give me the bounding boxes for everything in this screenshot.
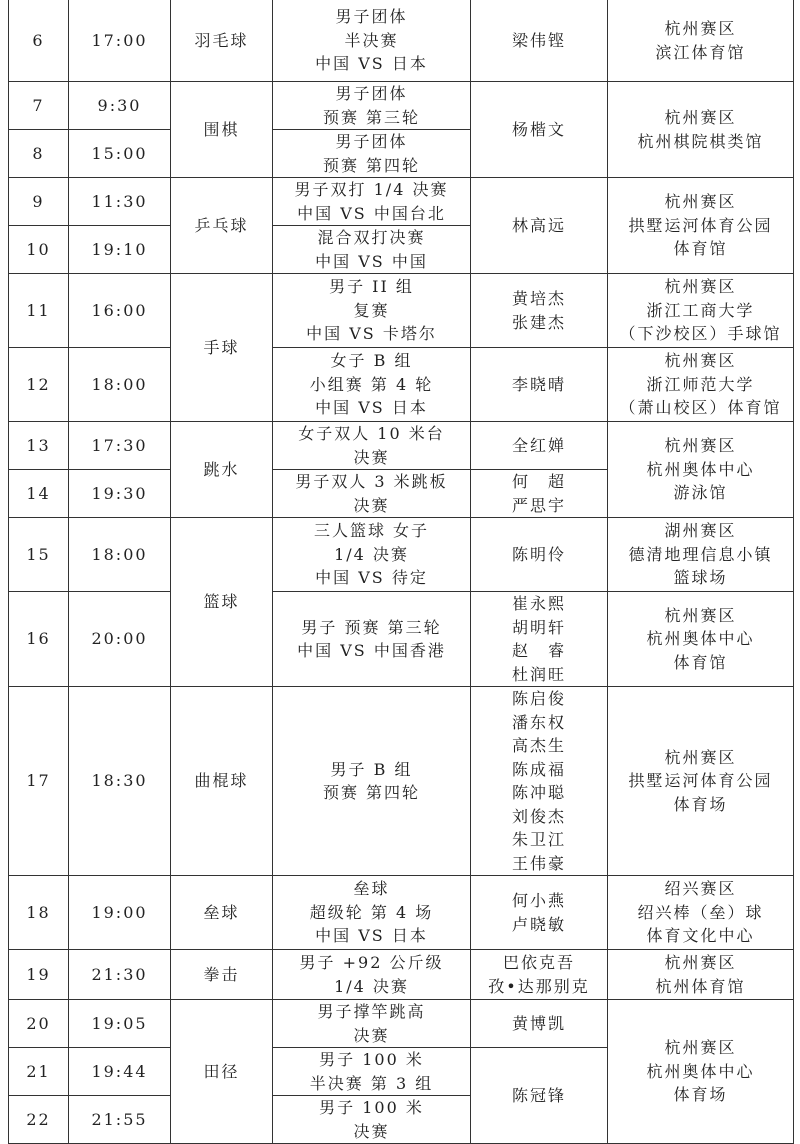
row-number: 10 (9, 226, 69, 274)
athlete-cell: 全红婵 (471, 422, 608, 470)
row-number: 13 (9, 422, 69, 470)
athlete-cell: 巴依克吾 孜•达那别克 (471, 950, 608, 1000)
time-cell: 19:44 (69, 1048, 171, 1096)
sport-cell: 跳水 (171, 422, 273, 518)
event-cell: 三人篮球 女子 1/4 决赛 中国 VS 待定 (273, 518, 471, 592)
event-cell: 垒球 超级轮 第 4 场 中国 VS 日本 (273, 876, 471, 950)
athlete-cell: 何 超 严思宇 (471, 470, 608, 518)
event-cell: 男子 预赛 第三轮 中国 VS 中国香港 (273, 592, 471, 687)
athlete-cell: 林高远 (471, 178, 608, 274)
athlete-cell: 梁伟铿 (471, 0, 608, 82)
row-number: 21 (9, 1048, 69, 1096)
athlete-cell: 陈明伶 (471, 518, 608, 592)
row-number: 12 (9, 348, 69, 422)
event-cell: 女子 B 组 小组赛 第 4 轮 中国 VS 日本 (273, 348, 471, 422)
table-row (9, 518, 794, 592)
event-cell: 男子团体 半决赛 中国 VS 日本 (273, 0, 471, 82)
venue-cell: 杭州赛区 滨江体育馆 (608, 0, 794, 82)
row-number: 18 (9, 876, 69, 950)
event-cell: 男子团体 预赛 第四轮 (273, 130, 471, 178)
venue-cell: 杭州赛区 拱墅运河体育公园 体育馆 (608, 178, 794, 274)
row-number: 14 (9, 470, 69, 518)
row-number: 20 (9, 1000, 69, 1048)
row-number: 11 (9, 274, 69, 348)
sport-cell: 围棋 (171, 82, 273, 178)
time-cell: 18:00 (69, 348, 171, 422)
sport-cell: 拳击 (171, 950, 273, 1000)
time-cell: 19:30 (69, 470, 171, 518)
time-cell: 21:55 (69, 1096, 171, 1144)
venue-cell: 湖州赛区 德清地理信息小镇 篮球场 (608, 518, 794, 592)
sport-cell: 篮球 (171, 518, 273, 687)
table-row (9, 178, 794, 226)
event-cell: 男子撑竿跳高 决赛 (273, 1000, 471, 1048)
time-cell: 17:00 (69, 0, 171, 82)
venue-cell: 杭州赛区 浙江工商大学 （下沙校区）手球馆 (608, 274, 794, 348)
event-cell: 混合双打决赛 中国 VS 中国 (273, 226, 471, 274)
table-row (9, 422, 794, 470)
event-cell: 男子双人 3 米跳板 决赛 (273, 470, 471, 518)
sport-cell: 田径 (171, 1000, 273, 1144)
sport-cell: 垒球 (171, 876, 273, 950)
row-number: 15 (9, 518, 69, 592)
row-number: 6 (9, 0, 69, 82)
table-row (9, 0, 794, 82)
athlete-cell: 何小燕 卢晓敏 (471, 876, 608, 950)
event-cell: 男子 100 米 决赛 (273, 1096, 471, 1144)
time-cell: 9:30 (69, 82, 171, 130)
venue-cell: 杭州赛区 杭州奥体中心 体育场 (608, 1000, 794, 1144)
athlete-cell: 崔永熙 胡明轩 赵 睿 杜润旺 (471, 592, 608, 687)
venue-cell: 杭州赛区 杭州体育馆 (608, 950, 794, 1000)
sport-cell: 乒乓球 (171, 178, 273, 274)
athlete-cell: 黄博凯 (471, 1000, 608, 1048)
time-cell: 17:30 (69, 422, 171, 470)
row-number: 16 (9, 592, 69, 687)
event-cell: 男子 +92 公斤级 1/4 决赛 (273, 950, 471, 1000)
venue-cell: 杭州赛区 杭州棋院棋类馆 (608, 82, 794, 178)
athlete-cell: 陈启俊 潘东权 高杰生 陈成福 陈冲聪 刘俊杰 朱卫江 王伟豪 (471, 687, 608, 876)
table-row (9, 950, 794, 1000)
time-cell: 15:00 (69, 130, 171, 178)
time-cell: 11:30 (69, 178, 171, 226)
time-cell: 19:05 (69, 1000, 171, 1048)
athlete-cell: 黄培杰 张建杰 (471, 274, 608, 348)
venue-cell: 杭州赛区 杭州奥体中心 体育馆 (608, 592, 794, 687)
athlete-cell: 李晓晴 (471, 348, 608, 422)
time-cell: 16:00 (69, 274, 171, 348)
table-row (9, 592, 794, 687)
schedule-table (8, 0, 794, 1144)
time-cell: 18:30 (69, 687, 171, 876)
table-row (9, 1000, 794, 1048)
time-cell: 18:00 (69, 518, 171, 592)
row-number: 7 (9, 82, 69, 130)
event-cell: 男子双打 1/4 决赛 中国 VS 中国台北 (273, 178, 471, 226)
table-row (9, 274, 794, 348)
event-cell: 女子双人 10 米台 决赛 (273, 422, 471, 470)
sport-cell: 曲棍球 (171, 687, 273, 876)
venue-cell: 绍兴赛区 绍兴棒（垒）球 体育文化中心 (608, 876, 794, 950)
event-cell: 男子 B 组 预赛 第四轮 (273, 687, 471, 876)
row-number: 9 (9, 178, 69, 226)
row-number: 22 (9, 1096, 69, 1144)
row-number: 17 (9, 687, 69, 876)
event-cell: 男子 100 米 半决赛 第 3 组 (273, 1048, 471, 1096)
row-number: 19 (9, 950, 69, 1000)
athlete-cell: 杨楷文 (471, 82, 608, 178)
time-cell: 21:30 (69, 950, 171, 1000)
table-row (9, 876, 794, 950)
venue-cell: 杭州赛区 浙江师范大学 （萧山校区）体育馆 (608, 348, 794, 422)
sport-cell: 羽毛球 (171, 0, 273, 82)
athlete-cell: 陈冠锋 (471, 1048, 608, 1144)
event-cell: 男子团体 预赛 第三轮 (273, 82, 471, 130)
row-number: 8 (9, 130, 69, 178)
venue-cell: 杭州赛区 杭州奥体中心 游泳馆 (608, 422, 794, 518)
event-cell: 男子 II 组 复赛 中国 VS 卡塔尔 (273, 274, 471, 348)
table-row (9, 82, 794, 130)
table-row (9, 348, 794, 422)
time-cell: 19:00 (69, 876, 171, 950)
time-cell: 19:10 (69, 226, 171, 274)
table-row (9, 687, 794, 876)
venue-cell: 杭州赛区 拱墅运河体育公园 体育场 (608, 687, 794, 876)
sport-cell: 手球 (171, 274, 273, 422)
time-cell: 20:00 (69, 592, 171, 687)
